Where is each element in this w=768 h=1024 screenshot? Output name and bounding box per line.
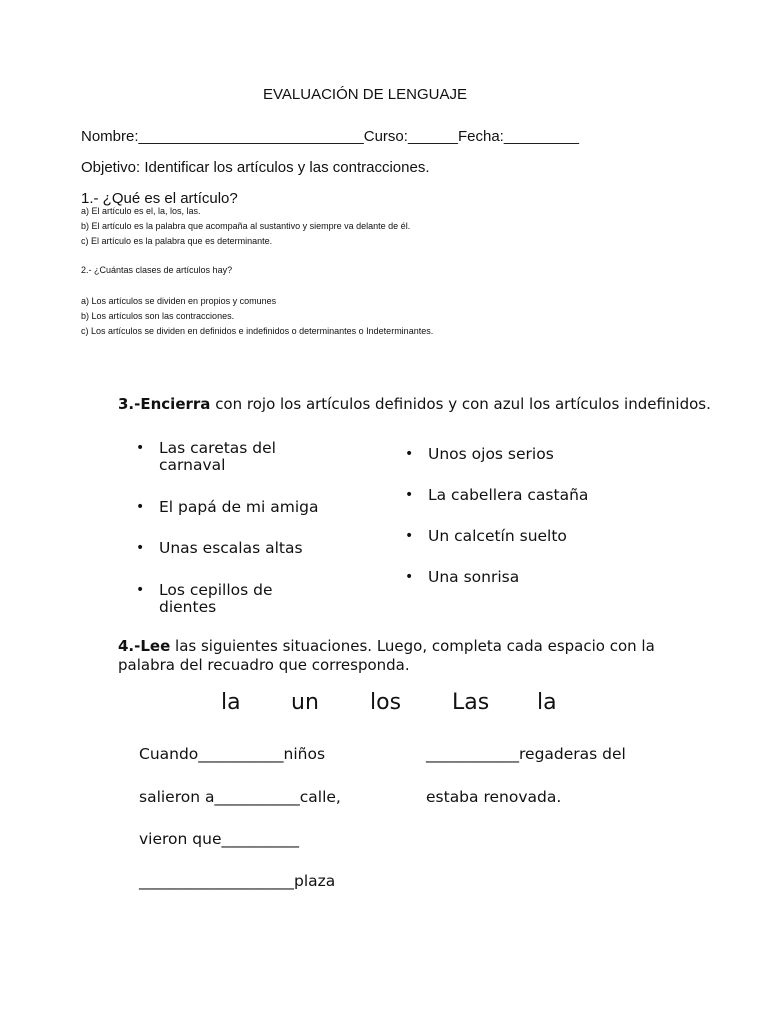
bullet-icon: •: [136, 440, 145, 456]
q2-option-c: c) Los artículos se dividen en definidos e indefinidos o determinantes o Indeterminantes.: [81, 326, 434, 336]
word-bank-item: Las: [452, 690, 490, 715]
list-item-text: La cabellera castaña: [428, 486, 589, 504]
q1-option-a: a) El artículo es el, la, los, las.: [81, 206, 201, 216]
q3-bold: 3.-Encierra: [118, 395, 211, 413]
bullet-icon: •: [405, 569, 414, 585]
q4-bold: 4.-Lee: [118, 637, 171, 655]
objective: Objetivo: Identificar los artículos y las contracciones.: [81, 159, 430, 176]
list-item-text: El papá de mi amiga: [159, 498, 319, 516]
list-item-text: Un calcetín suelto: [428, 527, 567, 545]
word-bank-item: los: [370, 690, 402, 715]
header-line: Nombre:___________________________Curso:______Fecha:_________: [81, 128, 579, 145]
q1-option-b: b) El artículo es la palabra que acompaña al sustantivo y siempre va delante de él.: [81, 221, 411, 231]
q3-rest: con rojo los artículos definidos y con azul los artículos indefinidos.: [210, 395, 711, 413]
bullet-icon: •: [405, 528, 414, 544]
bullet-icon: •: [136, 582, 145, 598]
story-line: vieron que__________: [139, 830, 299, 848]
story-line: estaba renovada.: [426, 788, 562, 806]
story-line: salieron a___________calle,: [139, 788, 341, 806]
q2-question: 2.- ¿Cuántas clases de artículos hay?: [81, 265, 233, 275]
bullet-icon: •: [405, 487, 414, 503]
q1-option-c: c) El artículo es la palabra que es determinante.: [81, 236, 273, 246]
q3-instruction: [118, 395, 711, 413]
list-item: [136, 440, 316, 480]
list-item-text: Las caretas del carnaval: [159, 439, 276, 474]
q4-rest: las siguientes situaciones. Luego, completa cada espacio con la palabra del recuadro que corresponda.: [118, 637, 655, 674]
story-line: Cuando___________niños: [139, 745, 326, 763]
q1-question: 1.- ¿Qué es el artículo?: [81, 190, 238, 207]
word-bank-item: un: [291, 690, 319, 715]
bullet-icon: •: [136, 540, 145, 556]
word-bank-item: la: [221, 690, 241, 715]
list-item-text: Unas escalas altas: [159, 539, 303, 557]
q2-option-b: b) Los artículos son las contracciones.: [81, 311, 235, 321]
bullet-icon: •: [405, 446, 414, 462]
list-item-text: Unos ojos serios: [428, 445, 554, 463]
list-item: [136, 582, 296, 622]
bullet-icon: •: [136, 499, 145, 515]
page-title: EVALUACIÓN DE LENGUAJE: [263, 86, 467, 103]
list-item-text: Una sonrisa: [428, 568, 520, 586]
list-item-text: Los cepillos de dientes: [159, 581, 273, 616]
q4-instruction: [118, 637, 658, 675]
story-line: ____________regaderas del: [426, 745, 626, 763]
story-line: ____________________plaza: [139, 872, 336, 890]
q2-option-a: a) Los artículos se dividen en propios y comunes: [81, 296, 277, 306]
word-bank-item: la: [537, 690, 557, 715]
